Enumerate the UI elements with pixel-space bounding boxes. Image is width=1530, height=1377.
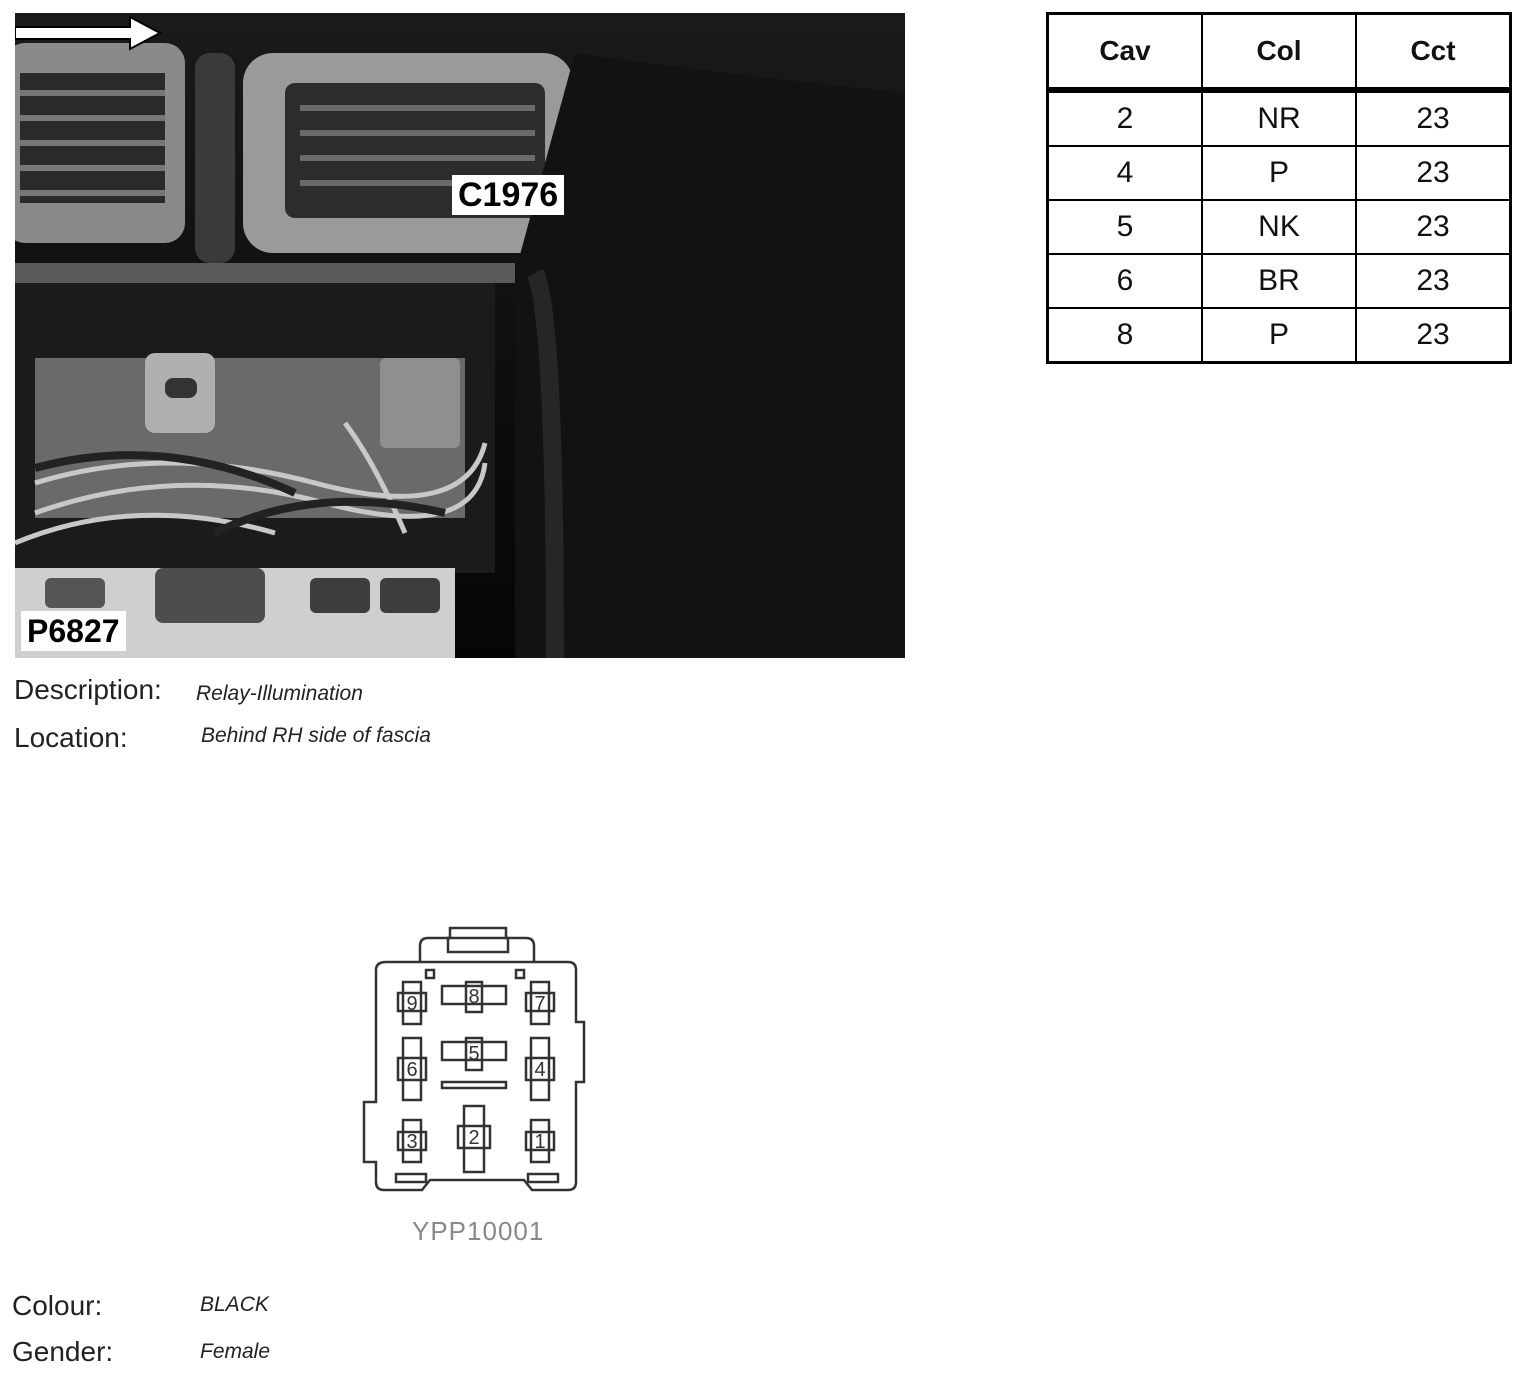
picture-reference-label: P6827 [21, 611, 126, 651]
cell-cct: 23 [1356, 146, 1511, 200]
description-label: Description: [14, 674, 162, 705]
header-cav: Cav [1048, 14, 1203, 91]
cell-col: P [1202, 146, 1356, 200]
cell-col: NK [1202, 200, 1356, 254]
location-value: Behind RH side of fascia [201, 724, 431, 747]
pin-number: 7 [534, 993, 546, 1015]
cell-cav: 5 [1048, 200, 1203, 254]
pin-number: 6 [406, 1059, 418, 1081]
gender-label: Gender: [12, 1336, 114, 1367]
cell-cct: 23 [1356, 254, 1511, 308]
cell-cav: 2 [1048, 90, 1203, 146]
cell-cct: 23 [1356, 90, 1511, 146]
colour-value: BLACK [200, 1293, 269, 1316]
pin-number: 9 [406, 993, 418, 1015]
cell-cav: 8 [1048, 308, 1203, 363]
table-row [1048, 200, 1511, 254]
cell-col: NR [1202, 90, 1356, 146]
description-value: Relay-Illumination [196, 682, 363, 705]
cell-cav: 6 [1048, 254, 1203, 308]
connector-location-photo [15, 13, 905, 658]
cell-col: BR [1202, 254, 1356, 308]
cell-cav: 4 [1048, 146, 1203, 200]
pin-number: 8 [468, 986, 480, 1008]
pin-number: 4 [534, 1059, 546, 1081]
header-cct: Cct [1356, 14, 1511, 91]
cell-cct: 23 [1356, 200, 1511, 254]
connector-face-diagram [358, 920, 598, 1220]
table-row [1048, 90, 1511, 146]
table-row [1048, 146, 1511, 200]
table-row [1048, 254, 1511, 308]
cell-col: P [1202, 308, 1356, 363]
location-label: Location: [14, 722, 128, 753]
table-header-row [1048, 14, 1511, 91]
gender-value: Female [200, 1340, 271, 1363]
pin-number: 1 [534, 1131, 546, 1153]
header-col: Col [1202, 14, 1356, 91]
callout-arrow-icon [15, 13, 165, 53]
pin-number: 2 [468, 1127, 480, 1149]
table-row [1048, 308, 1511, 363]
pin-table [1046, 12, 1512, 364]
dashboard-photo-illustration [15, 13, 905, 658]
cell-cct: 23 [1356, 308, 1511, 363]
colour-label: Colour: [12, 1290, 103, 1321]
connector-callout-label: C1976 [452, 175, 564, 215]
pin-number: 5 [468, 1043, 480, 1065]
connector-face-code: YPP10001 [412, 1216, 545, 1246]
pin-number: 3 [406, 1131, 418, 1153]
